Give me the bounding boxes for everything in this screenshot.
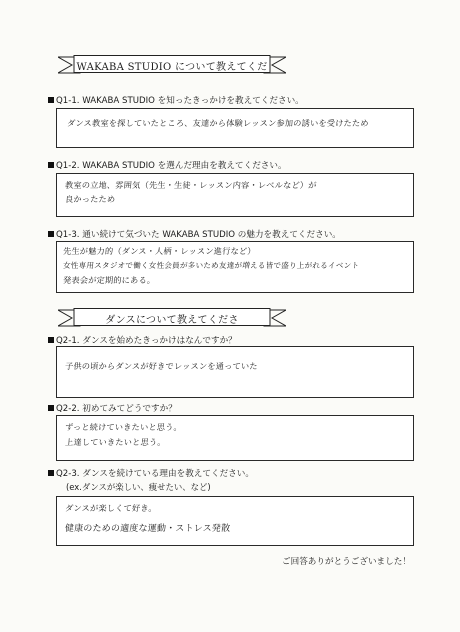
section1-title: WAKABA STUDIO について教えてくだ [76,62,268,73]
answer-box-q1-2 [56,173,414,217]
answer-text: 良かったため [64,194,116,204]
answer-box-q1-3 [56,241,414,293]
question-q1-2: Q1-2. WAKABA STUDIO を選んだ理由を教えてください。 [48,159,287,171]
answer-text: 発表会が定期的にある。 [62,275,156,285]
answer-box-q2-1 [56,346,414,398]
answer-text: ダンス教室を探していたところ、友達から体験レッスン参加の誘いを受けたため [66,118,370,128]
answer-text: 子供の頃からダンスが好きでレッスンを通っていた [64,361,259,371]
answer-text: ダンスが楽しくて好き。 [64,503,158,513]
answer-box-q2-2 [56,415,414,461]
question-q2-1: Q2-1. ダンスを始めたきっかけはなんですか？ [48,334,237,346]
question-q2-3-example: (ex.ダンスが楽しい、痩せたい、など) [66,482,211,492]
answer-text: 健康のための適度な運動・ストレス発散 [64,524,231,534]
answer-text: 女性専用スタジオで働く女性会員が多いため友達が増える皆で盛り上がれるイベント [62,261,360,270]
answer-box-q1-1 [56,108,414,148]
question-q1-1: Q1-1. WAKABA STUDIO を知ったきっかけを教えてください。 [48,94,304,106]
section2-title: ダンスについて教えてくださ [105,315,239,326]
answer-box-q2-3 [56,496,414,546]
question-q2-3: Q2-3. ダンスを続けている理由を教えてください。 [48,467,254,479]
question-q2-2: Q2-2. 初めてみてどうですか？ [48,402,177,414]
section2-ribbon [58,308,286,328]
question-q1-3: Q1-3. 通い続けて気づいた WAKABA STUDIO の魅力を教えてください。 [48,228,341,240]
answer-text: 先生が魅力的（ダンス・人柄・レッスン進行など） [62,246,257,256]
closing-message: ご回答ありがとうございました！ [282,557,411,567]
answer-text: 教室の立地、雰囲気（先生・生徒・レッスン内容・レベルなど）が [64,180,317,190]
section1-ribbon [58,55,286,75]
answer-text: 上達していきたいと思う。 [64,437,167,447]
answer-text: ずっと続けていきたいと思う。 [64,422,183,432]
